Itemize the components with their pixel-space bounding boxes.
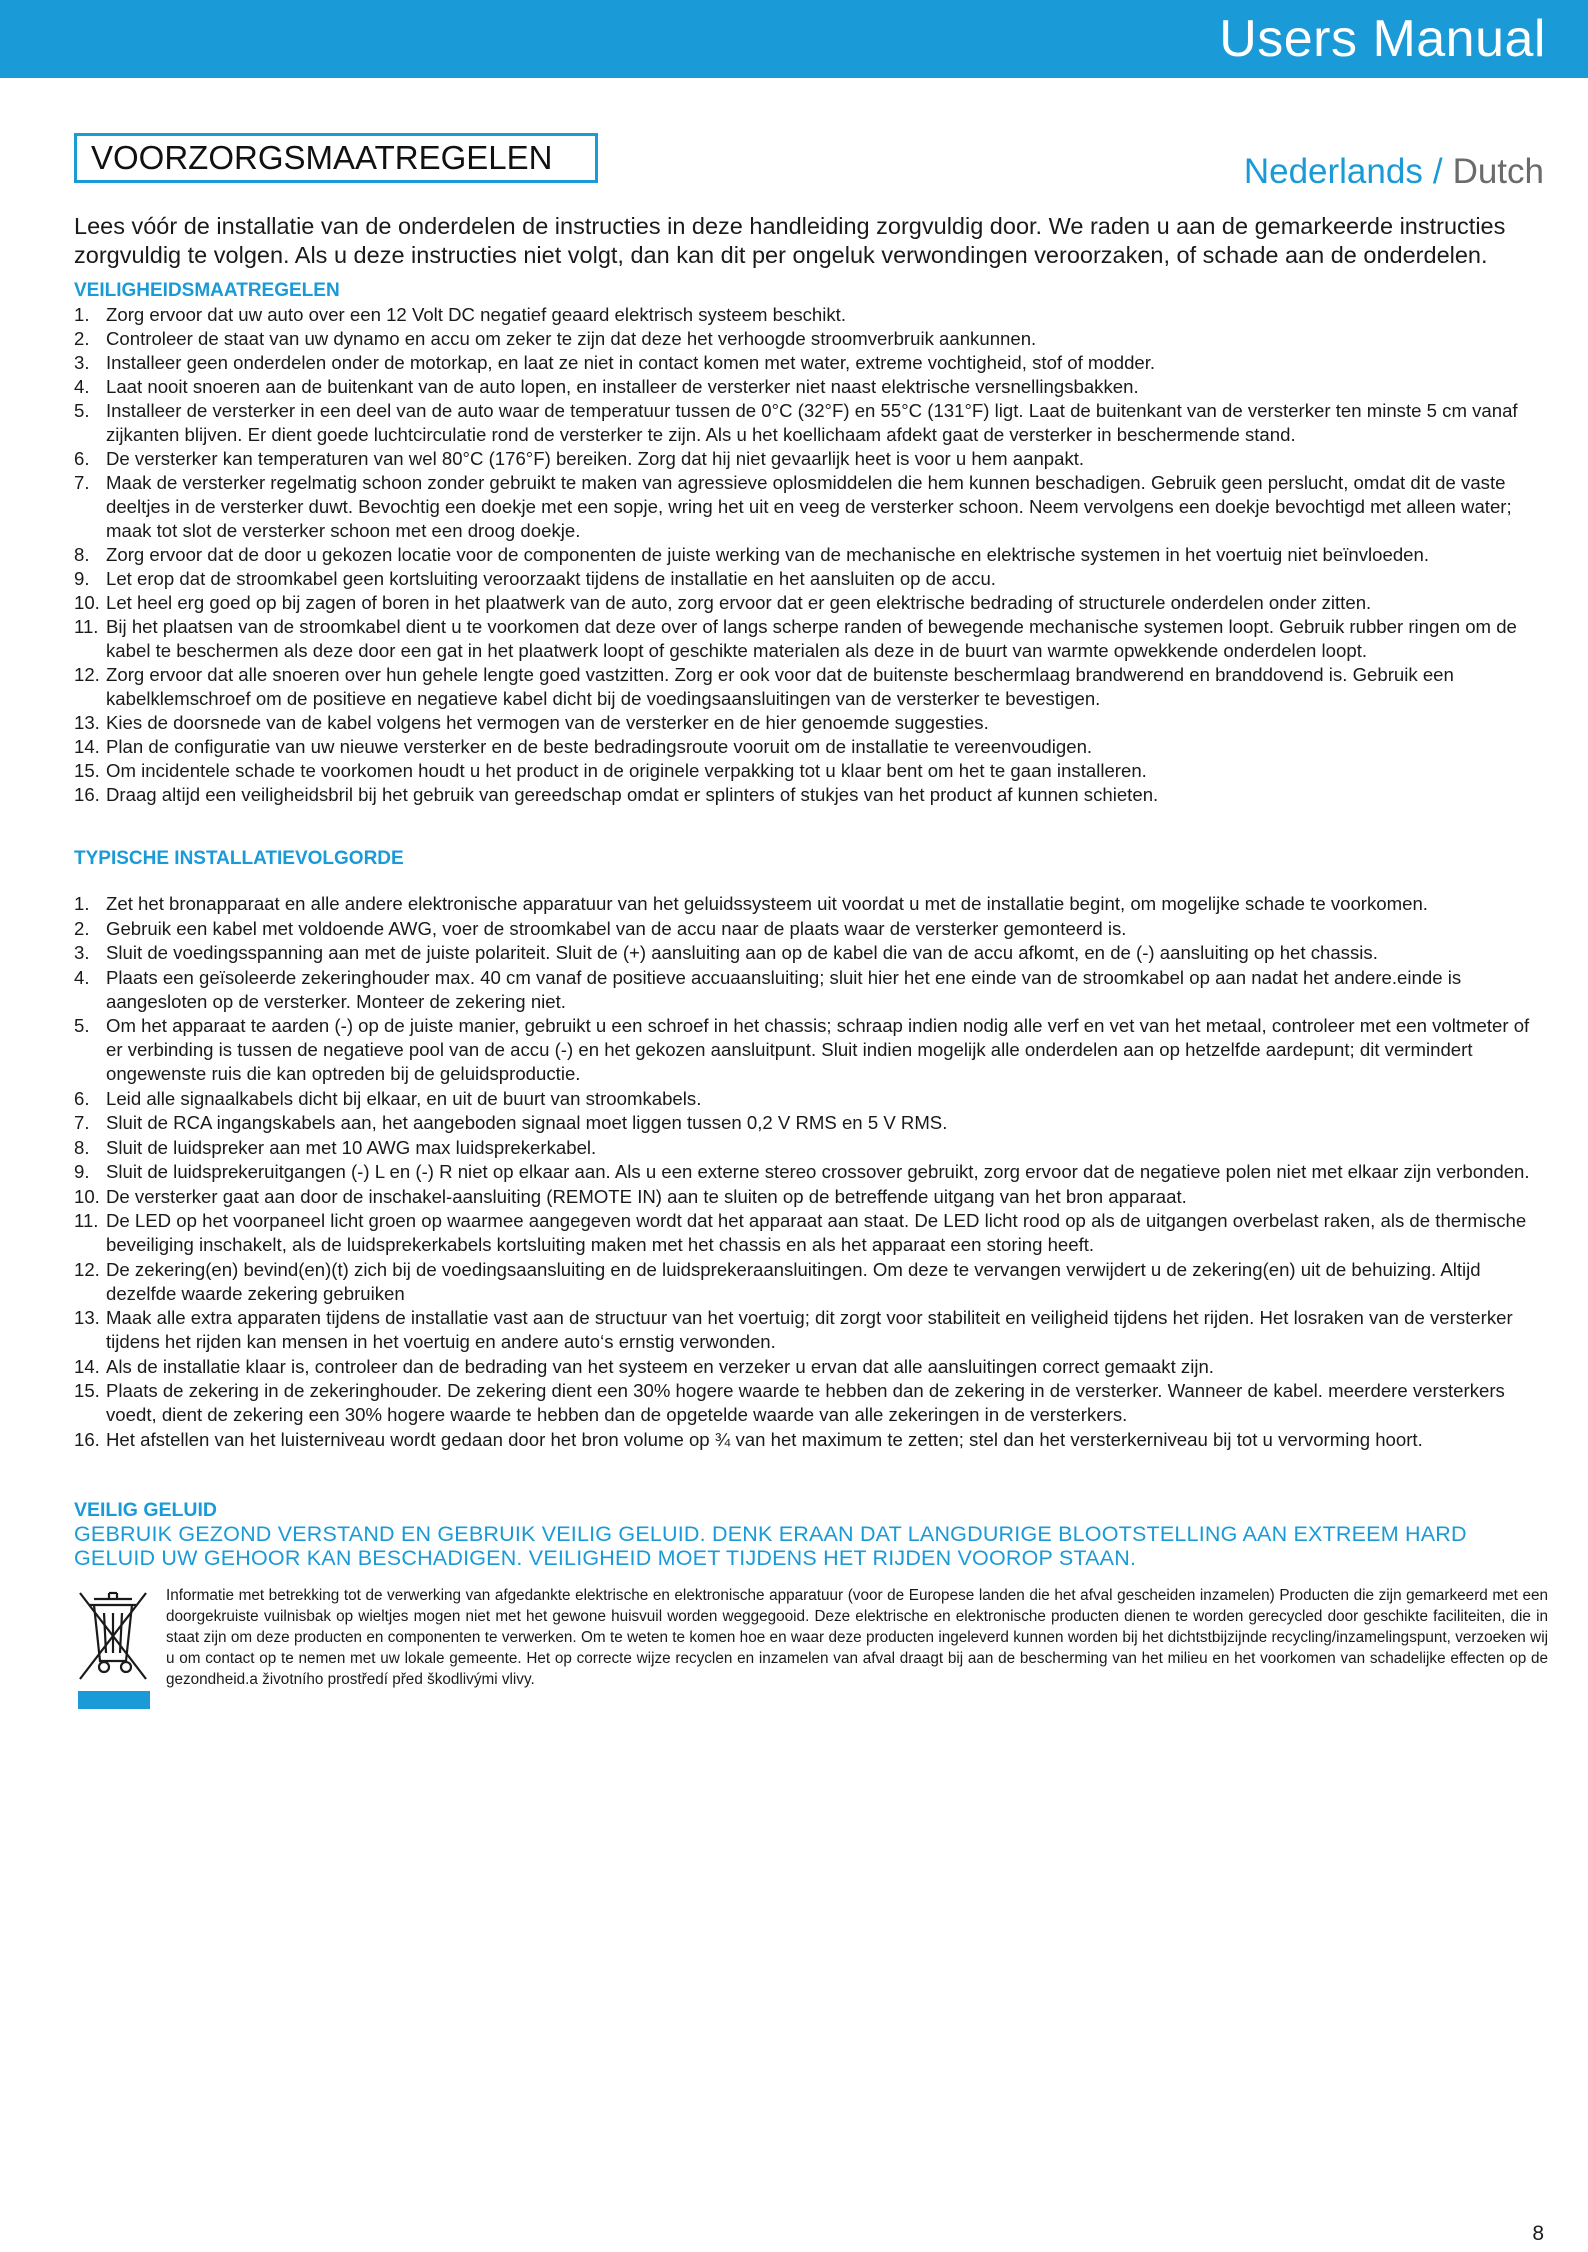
list-item-number: 3. bbox=[74, 352, 90, 373]
list-item-number: 2. bbox=[74, 917, 90, 939]
list-item bbox=[74, 327, 1548, 351]
list-item bbox=[74, 1379, 1548, 1427]
list-item bbox=[74, 471, 1548, 543]
list-item bbox=[74, 711, 1548, 735]
list-item-number: 2. bbox=[74, 328, 90, 349]
list-item bbox=[74, 892, 1548, 916]
list-item-text: De LED op het voorpaneel licht groen op waarmee aangegeven wordt dat het apparaat aan staat. De LED licht rood op als de uitgangen overbelast raken, als de thermische beveiliging inschakelt, als de luidsprekerkabels kortsluiting maken met het chassis en als het apparaat een storing heeft. bbox=[106, 1210, 1527, 1255]
list-item bbox=[74, 759, 1548, 783]
header-bar bbox=[0, 0, 1588, 78]
list-item bbox=[74, 1014, 1548, 1086]
list-item-number: 5. bbox=[74, 1015, 90, 1036]
list-item-text: Om incidentele schade te voorkomen houdt u het product in de originele verpakking tot u klaar bent om het te gaan installeren. bbox=[106, 760, 1147, 781]
list-item-text: De zekering(en) bevind(en)(t) zich bij de voedingsaansluiting en de luidsprekeraansluitingen. Om deze te vervangen verwijdert u de zekering(en) uit de behuizing. Altijd dezelfde waarde zekering gebruiken bbox=[106, 1258, 1481, 1304]
list-item-text: De versterker kan temperaturen van wel 80°C (176°F) bereiken. Zorg dat hij niet gevaarlijk heet is voor u hem aanpakt. bbox=[106, 448, 1085, 469]
list-item-text: Zorg ervoor dat de door u gekozen locatie voor de componenten de juiste werking van de mechanische en elektrische systemen in het voertuig niet beïnvloeden. bbox=[106, 544, 1430, 565]
list-item bbox=[74, 783, 1548, 807]
list-item-number: 8. bbox=[74, 1136, 90, 1158]
language-label bbox=[1244, 150, 1544, 194]
install-heading: TYPISCHE INSTALLATIEVOLGORDE bbox=[74, 848, 404, 869]
list-item-number: 9. bbox=[74, 568, 90, 589]
weee-accent-bar bbox=[78, 1691, 150, 1709]
language-primary: Nederlands bbox=[1243, 152, 1423, 191]
list-item-number: 10. bbox=[74, 592, 100, 613]
list-item bbox=[74, 1111, 1548, 1135]
list-item bbox=[74, 1185, 1548, 1209]
page-number: 8 bbox=[1532, 2222, 1544, 2245]
list-item-text: Om het apparaat te aarden (-) op de juiste manier, gebruikt u een schroef in het chassis; schraap indien nodig alle verf en vet van het metaal, controleer met een voltmeter of er verbinding is tussen de negatieve pool van de accu (-) en het gekozen aansluitpunt. Sluit indien mogelijk alle onderdelen aan op hetzelfde aardepunt; dit vermindert ongewenste ruis die kan optreden bij de geluidsproductie. bbox=[106, 1015, 1530, 1084]
list-item bbox=[74, 966, 1548, 1014]
language-separator: / bbox=[1432, 152, 1443, 191]
list-item bbox=[74, 1160, 1548, 1184]
weee-text: Informatie met betrekking tot de verwerking van afgedankte elektrische en elektronische apparatuur (voor de Europese landen die het afval gescheiden inzamelen) Producten die zijn gemarkeerd met een doorgekruiste vuilnisbak op wieltjes mogen niet met het gewone huisvuil worden weggegooid. Deze elektrische en elektronische producten dienen te worden gerecycled door geschikte faciliteiten, die in staat zijn om deze producten en componenten te verwerken. Om te weten te komen hoe en waar deze producten ingeleverd kunnen worden bij het dichtstbijzijnde recycling/inzamelingspunt, verzoeken wij u om contact op te nemen met uw lokale gemeente. Het op correcte wijze recyclen en inzamelen van afval draagt bij aan de bescherming van het milieu en het voorkomen van schadelijke effecten op de gezondheid.a životního prostředí před škodlivými vlivy. bbox=[166, 1586, 1548, 1688]
list-item-text: Sluit de luidsprekeruitgangen (-) L en (-) R niet op elkaar aan. Als u een externe stereo crossover gebruikt, zorg ervoor dat de negatieve polen niet met elkaar zijn verbonden. bbox=[106, 1161, 1530, 1182]
list-item-number: 11. bbox=[74, 616, 99, 637]
list-item-number: 15. bbox=[74, 1380, 100, 1401]
list-item-text: Plaats de zekering in de zekeringhouder. De zekering dient een 30% hogere waarde te hebben dan de zekering in de versterker. Wanneer de kabel. meerdere versterkers voedt, dient de zekering een 30% hogere waarde te hebben dan de opgetelde waarde van alle zekeringen in de versterkers. bbox=[106, 1380, 1505, 1425]
list-item-number: 9. bbox=[74, 1161, 90, 1182]
list-item-number: 10. bbox=[74, 1185, 100, 1207]
list-item-number: 11. bbox=[74, 1210, 99, 1231]
list-item-text: Laat nooit snoeren aan de buitenkant van de auto lopen, en installeer de versterker niet naast elektrische versnellingsbakken. bbox=[106, 376, 1139, 397]
list-item bbox=[74, 735, 1548, 759]
safety-heading: VEILIGHEIDSMAATREGELEN bbox=[74, 280, 340, 301]
list-item-number: 7. bbox=[74, 472, 90, 493]
list-item bbox=[74, 1209, 1548, 1257]
list-item-number: 14. bbox=[74, 736, 100, 757]
list-item-number: 3. bbox=[74, 942, 90, 963]
weee-notice bbox=[74, 1585, 1548, 1690]
list-item-number: 1. bbox=[74, 304, 90, 325]
list-item-number: 16. bbox=[74, 1428, 100, 1450]
list-item-number: 7. bbox=[74, 1112, 90, 1133]
list-item-text: Maak alle extra apparaten tijdens de installatie vast aan de structuur van het voertuig; dit zorgt voor stabiliteit en veiligheid tijdens het rijden. Het losraken van de versterker tijdens het rijden kan mensen in het voertuig en andere auto‘s ernstig verwonden. bbox=[106, 1307, 1513, 1352]
list-item-number: 5. bbox=[74, 400, 90, 421]
safe-sound-warning: GEBRUIK GEZOND VERSTAND EN GEBRUIK VEILIG GELUID. DENK ERAAN DAT LANGDURIGE BLOOTSTELLING AAN EXTREEM HARD GELUID UW GEHOOR KAN BESCHADIGEN. VEILIGHEID MOET TIJDENS HET RIJDEN VOOROP STAAN. bbox=[74, 1521, 1467, 1570]
crossed-out-wheelie-bin-icon bbox=[76, 1589, 150, 1685]
list-item-text: De versterker gaat aan door de inschakel-aansluiting (REMOTE IN) aan te sluiten op de betreffende uitgang van het bron apparaat. bbox=[106, 1185, 1187, 1207]
list-item-number: 12. bbox=[74, 1258, 100, 1280]
list-item-number: 12. bbox=[74, 664, 100, 685]
list-item-number: 4. bbox=[74, 966, 90, 988]
list-item-number: 6. bbox=[74, 1087, 90, 1109]
install-list bbox=[74, 892, 1548, 1452]
list-item-text: Zorg ervoor dat uw auto over een 12 Volt DC negatief geaard elektrisch systeem beschikt. bbox=[106, 304, 847, 325]
list-item-text: Sluit de luidspreker aan met 10 AWG max luidsprekerkabel. bbox=[106, 1136, 597, 1158]
list-item-number: 6. bbox=[74, 448, 90, 469]
list-item-text: Zorg ervoor dat alle snoeren over hun gehele lengte goed vastzitten. Zorg er ook voor dat de buitenste beschermlaag brandwerend en branddovend is. Gebruik een kabelklemschroef om de positieve en negatieve kabel dicht bij de voedingsaansluitingen van de versterker te bevestigen. bbox=[106, 664, 1454, 709]
list-item bbox=[74, 1306, 1548, 1354]
list-item bbox=[74, 615, 1548, 663]
list-item-number: 16. bbox=[74, 784, 100, 805]
list-item-text: Installeer geen onderdelen onder de motorkap, en laat ze niet in contact komen met water, extreme vochtigheid, stof of modder. bbox=[106, 352, 1156, 373]
list-item bbox=[74, 663, 1548, 711]
list-item-text: Zet het bronapparaat en alle andere elektronische apparatuur van het geluidssysteem uit voordat u met de installatie begint, om mogelijke schade te voorkomen. bbox=[106, 893, 1428, 914]
section-title: VOORZORGSMAATREGELEN bbox=[74, 133, 598, 183]
list-item bbox=[74, 941, 1548, 965]
list-item-number: 13. bbox=[74, 1307, 100, 1328]
list-item bbox=[74, 1258, 1548, 1306]
list-item-text: Controleer de staat van uw dynamo en accu om zeker te zijn dat deze het verhoogde stroomverbruik aankunnen. bbox=[106, 328, 1037, 349]
list-item-number: 1. bbox=[74, 893, 90, 914]
list-item-number: 13. bbox=[74, 712, 100, 733]
list-item-text: Let heel erg goed op bij zagen of boren in het plaatwerk van de auto, zorg ervoor dat er geen elektrische bedrading of structurele onderdelen onder zitten. bbox=[106, 592, 1372, 613]
list-item-number: 15. bbox=[74, 760, 100, 781]
list-item bbox=[74, 351, 1548, 375]
list-item bbox=[74, 375, 1548, 399]
list-item-text: Als de installatie klaar is, controleer dan de bedrading van het systeem en verzeker u ervan dat alle aansluitingen correct gemaakt zijn. bbox=[106, 1355, 1214, 1377]
list-item-number: 4. bbox=[74, 376, 90, 397]
list-item bbox=[74, 567, 1548, 591]
safety-list bbox=[74, 303, 1548, 807]
list-item bbox=[74, 1136, 1548, 1160]
list-item bbox=[74, 1355, 1548, 1379]
list-item-text: Plan de configuratie van uw nieuwe versterker en de beste bedradingsroute vooruit om de installatie te vereenvoudigen. bbox=[106, 736, 1093, 757]
list-item-text: Sluit de RCA ingangskabels aan, het aangeboden signaal moet liggen tussen 0,2 V RMS en 5 V RMS. bbox=[106, 1112, 948, 1133]
list-item bbox=[74, 1428, 1548, 1452]
list-item-number: 8. bbox=[74, 544, 90, 565]
list-item-text: Gebruik een kabel met voldoende AWG, voer de stroomkabel van de accu naar de plaats waar de versterker gemonteerd is. bbox=[106, 917, 1127, 939]
list-item bbox=[74, 1087, 1548, 1111]
page-content bbox=[74, 212, 1548, 1705]
list-item-text: Draag altijd een veiligheidsbril bij het gebruik van gereedschap omdat er splinters of stukjes van het product af kunnen schieten. bbox=[106, 784, 1159, 805]
list-item-text: Maak de versterker regelmatig schoon zonder gebruikt te maken van agressieve oplosmiddelen die hem kunnen beschadigen. Gebruik geen perslucht, omdat dit de vaste deeltjes in de versterker duwt. Bevochtig een doekje met een sopje, wring het uit en veeg de versterker schoon. Neem vervolgens een doekje bevochtigd met alleen water; maak tot slot de versterker schoon met een droog doekje. bbox=[106, 472, 1512, 541]
safe-sound-title: VEILIG GELUID bbox=[74, 1498, 218, 1521]
list-item-text: Plaats een geïsoleerde zekeringhouder max. 40 cm vanaf de positieve accuaansluiting; sluit hier het ene einde van de stroomkabel op aan nadat het andere.einde is aangesloten op de versterker. Monteer de zekering niet. bbox=[106, 966, 1462, 1012]
list-item-text: Bij het plaatsen van de stroomkabel dient u te voorkomen dat deze over of langs scherpe randen of bewegende mechanische systemen loopt. Gebruik rubber ringen om de kabel te beschermen als deze door een gat in het plaatwerk loopt of geschikte materialen als deze in de buurt van warmte opwekkende onderdelen loopt. bbox=[106, 616, 1517, 661]
list-item-text: Het afstellen van het luisterniveau wordt gedaan door het bron volume op ¾ van het maximum te zetten; stel dan het versterkerniveau bij tot u vervorming hoort. bbox=[106, 1428, 1423, 1450]
list-item bbox=[74, 591, 1548, 615]
list-item bbox=[74, 917, 1548, 941]
list-item-text: Kies de doorsnede van de kabel volgens het vermogen van de versterker en de hier genoemde suggesties. bbox=[106, 712, 989, 733]
list-item-text: Sluit de voedingsspanning aan met de juiste polariteit. Sluit de (+) aansluiting aan op de kabel die van de accu afkomt, en de (-) aansluiting op het chassis. bbox=[106, 942, 1378, 963]
list-item bbox=[74, 447, 1548, 471]
intro-paragraph: Lees vóór de installatie van de onderdelen de instructies in deze handleiding zorgvuldig door. We raden u aan de gemarkeerde instructies zorgvuldig te volgen. Als u deze instructies niet volgt, dan kan dit per ongeluk verwondingen veroorzaken, of schade aan de onderdelen. bbox=[74, 213, 1506, 268]
list-item bbox=[74, 543, 1548, 567]
list-item-text: Installeer de versterker in een deel van de auto waar de temperatuur tussen de 0°C (32°F) en 55°C (131°F) ligt. Laat de buitenkant van de versterker ten minste 5 cm vanaf zijkanten blijven. Er dient goede luchtcirculatie rond de versterker te zijn. Als u het koellichaam afdekt gaat de versterker in beschermende stand. bbox=[106, 400, 1518, 445]
list-item-text: Let erop dat de stroomkabel geen kortsluiting veroorzaakt tijdens de installatie en het aansluiten op de accu. bbox=[106, 568, 996, 589]
list-item bbox=[74, 399, 1548, 447]
list-item bbox=[74, 303, 1548, 327]
list-item-number: 14. bbox=[74, 1355, 100, 1377]
header-title: Users Manual bbox=[1219, 10, 1546, 68]
list-item-text: Leid alle signaalkabels dicht bij elkaar, en uit de buurt van stroomkabels. bbox=[106, 1087, 702, 1109]
language-secondary: Dutch bbox=[1452, 152, 1544, 191]
